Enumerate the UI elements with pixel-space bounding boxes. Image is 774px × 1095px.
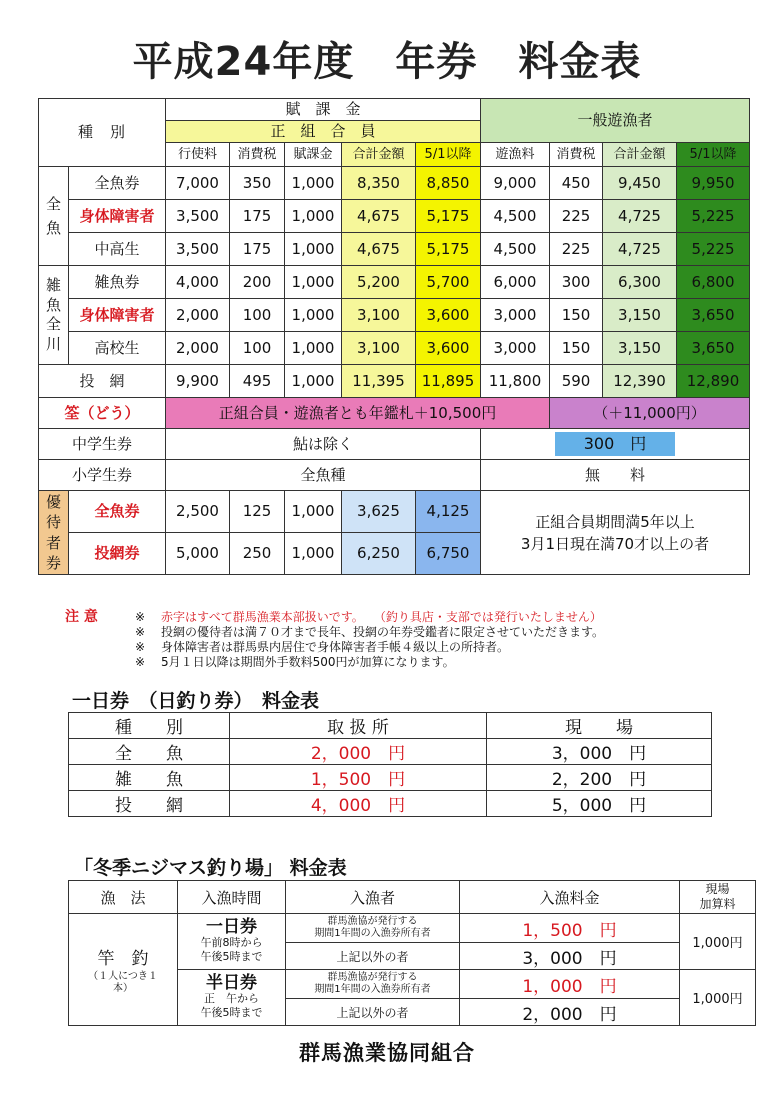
shogaku-left: 全魚種 xyxy=(166,460,481,491)
yutai-label: 優待者券 xyxy=(45,493,61,572)
table-row xyxy=(39,460,750,491)
cell: 12,390 xyxy=(603,365,677,398)
chugaku-right-cell xyxy=(481,429,750,460)
day-h-site: 現 場 xyxy=(487,713,712,739)
cell: 4,125 xyxy=(416,491,481,533)
winter-fee-table xyxy=(68,880,756,1026)
cell: 4,000 xyxy=(166,266,230,299)
cell: 9,950 xyxy=(677,167,750,200)
cell: 4,675 xyxy=(342,233,416,266)
row-label: 投 網 xyxy=(39,365,166,398)
winter-who-member xyxy=(286,970,460,999)
cell: 450 xyxy=(550,167,603,200)
cell: 3,625 xyxy=(342,491,416,533)
cell: 150 xyxy=(550,299,603,332)
cell: 5,225 xyxy=(677,233,750,266)
cell: 3,500 xyxy=(166,200,230,233)
note-3: 身体障害者は群馬県内居住で身体障害者手帳４級以上の所持者。 xyxy=(161,640,510,654)
winter-half-time2: 午後5時まで xyxy=(200,1005,263,1019)
day-h-shop: 取 扱 所 xyxy=(230,713,487,739)
winter-day-time2: 午後5時まで xyxy=(200,949,263,963)
winter-h-method: 漁 法 xyxy=(69,881,178,914)
cell: 1,000 xyxy=(285,167,342,200)
winter-who-member xyxy=(286,914,460,943)
cell: 1,000 xyxy=(285,266,342,299)
cell: 5,700 xyxy=(416,266,481,299)
winter-method xyxy=(69,914,178,1026)
cell: 7,000 xyxy=(166,167,230,200)
note-2: 投網の優待者は満７０才まで長年、投網の年券受鑑者に限定させていただきます。 xyxy=(161,625,605,639)
note-1b: （釣り具店・支部では発行いたしません） xyxy=(373,610,602,624)
cell: 3,650 xyxy=(677,332,750,365)
row-label: 小学生券 xyxy=(39,460,166,491)
cell: 1,000 xyxy=(285,533,342,575)
winter-h-fee: 入漁料金 xyxy=(460,881,680,914)
cell: 1,000 xyxy=(285,332,342,365)
yutai-note-line2: 3月1日現在満70才以上の者 xyxy=(520,534,710,553)
note-1: 赤字はすべて群馬漁業本部扱いです。 xyxy=(161,610,364,624)
winter-day-label: 一日券 xyxy=(206,916,257,937)
cell: 1,000 xyxy=(285,299,342,332)
table-row xyxy=(39,167,750,200)
cell: 9,900 xyxy=(166,365,230,398)
cell: 590 xyxy=(550,365,603,398)
col-header: 5/1以降 xyxy=(416,143,481,167)
cell: 3,500 xyxy=(166,233,230,266)
cell: 6,250 xyxy=(342,533,416,575)
winter-who-other: 上記以外の者 xyxy=(286,943,460,970)
footer-org-name: 群馬漁業協同組合 xyxy=(299,1041,475,1065)
cell: 175 xyxy=(230,200,285,233)
winter-half-fee-member: 1，000 円 xyxy=(460,970,680,999)
cell: 5,175 xyxy=(416,233,481,266)
cell: 1,000 xyxy=(285,200,342,233)
cell: 3,600 xyxy=(416,299,481,332)
cell: 6,000 xyxy=(481,266,550,299)
cell: 225 xyxy=(550,233,603,266)
cell: 9,000 xyxy=(481,167,550,200)
cell: 3,000 xyxy=(481,299,550,332)
winter-who-other: 上記以外の者 xyxy=(286,999,460,1026)
row-label: 全魚券 xyxy=(69,167,166,200)
cell: 3,600 xyxy=(416,332,481,365)
row-label: 雑魚券 xyxy=(69,266,166,299)
table-row xyxy=(39,200,750,233)
group-zen-label: 全魚 xyxy=(45,195,61,237)
day-kind: 投 網 xyxy=(69,791,230,817)
table-row xyxy=(69,765,712,791)
cell: 11,395 xyxy=(342,365,416,398)
table-row xyxy=(39,299,750,332)
row-label: 全魚券 xyxy=(69,491,166,533)
col-header: 遊漁料 xyxy=(481,143,550,167)
cell: 5,000 xyxy=(166,533,230,575)
winter-half-label: 半日券 xyxy=(206,972,257,993)
seikumiai-header: 正 組 合 員 xyxy=(166,121,481,143)
cell: 1,000 xyxy=(285,491,342,533)
cell: 250 xyxy=(230,533,285,575)
cell: 3,000 xyxy=(481,332,550,365)
winter-who-member1: 群馬漁協が発行する xyxy=(327,972,418,983)
row-label: 高校生 xyxy=(69,332,166,365)
day-shop: 1，500 円 xyxy=(230,765,487,791)
cell: 6,750 xyxy=(416,533,481,575)
fukakin-header: 賦 課 金 xyxy=(166,99,481,121)
table-row xyxy=(69,914,756,943)
cell: 175 xyxy=(230,233,285,266)
note-mark: ※ xyxy=(135,655,146,669)
cell: 3,650 xyxy=(677,299,750,332)
cell: 11,895 xyxy=(416,365,481,398)
cell: 6,800 xyxy=(677,266,750,299)
cell: 12,890 xyxy=(677,365,750,398)
col-header: 行使料 xyxy=(166,143,230,167)
row-label: 中高生 xyxy=(69,233,166,266)
cell: 1,000 xyxy=(285,365,342,398)
cell: 5,175 xyxy=(416,200,481,233)
group-zatsu xyxy=(39,266,69,365)
day-header-row xyxy=(69,713,712,739)
winter-header-row xyxy=(69,881,756,914)
note-mark: ※ xyxy=(135,610,146,624)
day-shop: 4，000 円 xyxy=(230,791,487,817)
note-mark: ※ xyxy=(135,640,146,654)
table-row xyxy=(39,429,750,460)
winter-h-time: 入漁時間 xyxy=(178,881,286,914)
cell: 11,800 xyxy=(481,365,550,398)
notes-head: 注 意 xyxy=(65,609,98,625)
winter-who-member2: 期間1年間の入漁券所有者 xyxy=(314,928,431,939)
cell: 2,500 xyxy=(166,491,230,533)
day-kind: 雑 魚 xyxy=(69,765,230,791)
group-zen xyxy=(39,167,69,266)
note-4: 5月１日以降は期間外手数料500円が加算になります。 xyxy=(161,655,455,669)
cell: 9,450 xyxy=(603,167,677,200)
col-header: 賦課金 xyxy=(285,143,342,167)
col-header: 消費税 xyxy=(230,143,285,167)
dou-left: 正組合員・遊漁者とも年鑑札＋10,500円 xyxy=(166,398,550,429)
day-site: 2，200 円 xyxy=(487,765,712,791)
table-row xyxy=(39,266,750,299)
cell: 4,725 xyxy=(603,233,677,266)
col-header: 5/1以降 xyxy=(677,143,750,167)
yutai-group xyxy=(39,491,69,575)
day-shop: 2，000 円 xyxy=(230,739,487,765)
cell: 8,350 xyxy=(342,167,416,200)
row-label: 筌（どう） xyxy=(39,398,166,429)
cell: 6,300 xyxy=(603,266,677,299)
yutai-note xyxy=(481,491,750,575)
day-ticket-title: 一日券 （日釣り券） 料金表 xyxy=(72,690,320,712)
winter-day-fee-other: 3，000 円 xyxy=(460,943,680,970)
chugaku-price-badge: 300 円 xyxy=(555,432,675,456)
col-header: 合計金額 xyxy=(342,143,416,167)
table-row xyxy=(69,739,712,765)
day-site: 5，000 円 xyxy=(487,791,712,817)
cell: 4,675 xyxy=(342,200,416,233)
cell: 350 xyxy=(230,167,285,200)
table-row xyxy=(39,233,750,266)
row-label: 身体障害者 xyxy=(69,299,166,332)
winter-method-label: 竿 釣 xyxy=(97,949,149,969)
winter-day-fee-member: 1，500 円 xyxy=(460,914,680,943)
day-h-kind: 種 別 xyxy=(69,713,230,739)
row-label: 中学生券 xyxy=(39,429,166,460)
cell: 125 xyxy=(230,491,285,533)
winter-who-member1: 群馬漁協が発行する xyxy=(327,916,418,927)
cell: 3,100 xyxy=(342,332,416,365)
notes xyxy=(65,610,765,670)
table-row xyxy=(39,365,750,398)
cell: 4,500 xyxy=(481,233,550,266)
kind-header: 種 別 xyxy=(39,99,166,167)
cell: 3,100 xyxy=(342,299,416,332)
cell: 225 xyxy=(550,200,603,233)
winter-h-extra1: 現場 xyxy=(705,882,730,896)
table-row xyxy=(39,398,750,429)
table-row xyxy=(39,332,750,365)
chugaku-left: 鮎は除く xyxy=(166,429,481,460)
cell: 2,000 xyxy=(166,299,230,332)
cell: 300 xyxy=(550,266,603,299)
ippan-header: 一般遊漁者 xyxy=(481,99,750,143)
cell: 4,725 xyxy=(603,200,677,233)
cell: 5,200 xyxy=(342,266,416,299)
winter-half-time1: 正 午から xyxy=(204,991,259,1005)
row-label: 投網券 xyxy=(69,533,166,575)
cell: 3,150 xyxy=(603,332,677,365)
col-header: 消費税 xyxy=(550,143,603,167)
day-ticket-table xyxy=(68,712,712,817)
cell: 1,000 xyxy=(285,233,342,266)
note-mark: ※ xyxy=(135,625,146,639)
winter-h-extra2: 加算料 xyxy=(699,897,736,911)
cell: 3,150 xyxy=(603,299,677,332)
cell: 150 xyxy=(550,332,603,365)
cell: 495 xyxy=(230,365,285,398)
cell: 100 xyxy=(230,299,285,332)
winter-h-extra xyxy=(680,881,756,914)
cell: 8,850 xyxy=(416,167,481,200)
day-site: 3，000 円 xyxy=(487,739,712,765)
col-header: 合計金額 xyxy=(603,143,677,167)
winter-day xyxy=(178,914,286,970)
group-zatsu-label: 雑魚全川 xyxy=(45,276,61,353)
page-title: 平成24年度 年券 料金表 xyxy=(132,39,642,85)
winter-day-time1: 午前8時から xyxy=(200,935,263,949)
winter-half xyxy=(178,970,286,1026)
winter-who-member2: 期間1年間の入漁券所有者 xyxy=(314,984,431,995)
cell: 5,225 xyxy=(677,200,750,233)
dou-right: （＋11,000円） xyxy=(550,398,750,429)
winter-extra-half: 1,000円 xyxy=(680,970,756,1026)
cell: 200 xyxy=(230,266,285,299)
table-row xyxy=(39,491,750,533)
winter-method-note: （１人につき１本） xyxy=(88,971,158,994)
cell: 100 xyxy=(230,332,285,365)
cell: 2,000 xyxy=(166,332,230,365)
day-kind: 全 魚 xyxy=(69,739,230,765)
winter-extra-day: 1,000円 xyxy=(680,914,756,970)
winter-h-who: 入漁者 xyxy=(286,881,460,914)
cell: 4,500 xyxy=(481,200,550,233)
winter-half-fee-other: 2，000 円 xyxy=(460,999,680,1026)
table-row xyxy=(69,791,712,817)
annual-fee-table xyxy=(38,98,750,575)
winter-title: 「冬季ニジマス釣り場」 料金表 xyxy=(74,857,347,879)
row-label: 身体障害者 xyxy=(69,200,166,233)
yutai-note-line1: 正組合員期間満5年以上 xyxy=(535,512,695,531)
shogaku-right: 無 料 xyxy=(481,460,750,491)
